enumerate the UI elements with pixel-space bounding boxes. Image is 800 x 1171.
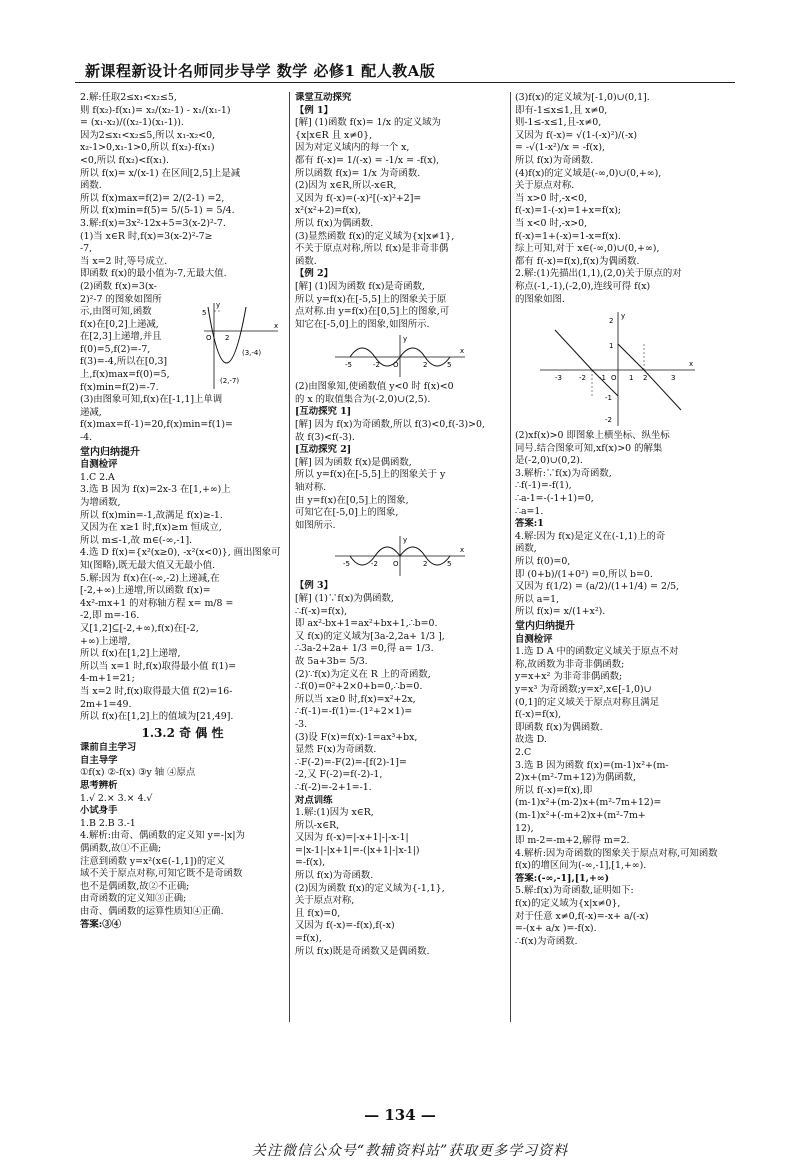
piecewise-graph [515,308,735,428]
graph-label: 5 [447,361,452,370]
text-line: 5.解:因为 f(x)在(-∞,-2)上递减,在 [80,572,220,584]
solution-block [80,742,285,931]
text-line: 都有 f(-x)=f(x),f(x)为偶函数. [515,255,640,267]
text-line: (3)由图象可知,f(x)在[-1,1]上单调 [80,394,223,406]
text-line: 注意到函数 y=x²(x∈(-1,1])的定义 [80,855,226,867]
text-line: [解] (1)函数 f(x)= 1/x 的定义域为 [295,117,441,129]
text-line: 4.解:因为 f(x)是定义在(-1,1)上的奇 [515,530,666,542]
text-line: 所以 a=1, [515,593,560,605]
column-divider [289,92,290,1022]
text-line: 不关于原点对称,所以 f(x)是非奇非偶 [295,243,449,255]
text-line: 也不是偶函数,故②不正确; [80,880,190,892]
text-line: = -√(1-x²)/x = -f(x), [515,142,605,154]
text-line: 答案:(-∞,-1],[1,+∞) [515,872,610,884]
footer-note: 关注微信公众号“教辅资料站”获取更多学习资料 [251,1143,569,1159]
text-line: 4x²-mx+1 的对称轴方程 x= m/8 = [80,597,234,609]
text-line: 知它在[-5,0]上的图象,如图所示. [295,318,430,330]
text-line: 所以 f(x)min=f(5)= 5/(5-1) = 5/4. [80,205,235,217]
text-line: x²(x²+2)=f(x), [295,205,362,217]
text-line: 4.解析:因为奇函数的图象关于原点对称,可知函数 [515,847,718,859]
text-line: ∴a=1. [515,505,544,517]
text-line: [-2,+∞)上递增,所以函数 f(x)= [80,585,211,597]
solution-block [515,646,735,948]
section-title: 堂内归纳提升 [515,621,575,632]
text-line: 的 x 的取值集合为(-2,0)∪(2,5). [295,393,431,405]
text-line: -2,即 m=-16. [80,610,140,622]
text-line: 4-m+1=21; [80,673,135,685]
text-line: 对点训练 [295,794,333,806]
text-line: 是(-2,0)∪(0,2). [515,455,583,467]
text-line: 【例 3】 [295,580,333,592]
text-line: 又因为 f(-x)=|-x+1|-|-x-1| [295,832,409,844]
text-line: 所以 f(x)为奇函数. [295,870,374,882]
text-line: y=x+x² 为非奇非偶函数; [515,671,623,683]
text-line: 示,由图可知,函数 [80,306,152,318]
text-line: 1.选 D A 中的函数定义域关于原点不对 [515,646,679,658]
text-line: 又因为 f(1/2) = (a/2)/(1+1/4) = 2/5, [515,581,680,593]
parabola-graph [202,301,282,391]
graph-label: x [689,360,694,369]
text-line: ∴f(-2)=-2+1=-1. [295,781,372,793]
text-line: 5.解:f(x)为奇函数,证明如下: [515,885,634,897]
graph-label: -2 [579,374,586,383]
text-line: 可知它在[-5,0]上的图象, [295,507,399,519]
solution-block [80,472,285,724]
text-line: 所以 m≤-1,故 m∈(-∞,-1]. [80,534,193,546]
text-line: 所以 f(x)在[1,2]上递增, [80,648,181,660]
text-line: f(3)=-4,所以在[0,3] [80,356,168,368]
graph-label: y [216,301,221,309]
sub-title: 自测检评 [80,459,118,471]
text-line: (2)函数 f(x)=3(x- [80,280,157,292]
text-line: 轴对称. [295,482,327,494]
text-line: 所以 f(-x)=f(x),即 [515,784,593,796]
text-line: [互动探究 1] [295,406,352,418]
graph-label: x [460,546,465,555]
text-line: 函数. [295,255,317,267]
graph-label: O [206,334,212,342]
page-number: — 134 — [364,1106,436,1124]
text-line: 当 x<0 时,-x>0, [515,217,588,229]
text-line: ∴f(-x)=f(x), [295,605,348,617]
text-line: 3.解:f(x)=3x²-12x+5=3(x-2)²-7. [80,217,226,229]
text-line: ∴a-1=-(-1+1)=0, [515,493,594,505]
page-header: 新课程新设计名师同步导学 数学 必修1 配人教A版 [85,62,436,80]
text-line: 所以当 x=1 时,f(x)取得最小值 f(1)= [80,660,237,672]
text-line: 当 x>0 时,-x<0, [515,192,588,204]
text-line: 都有 f(-x)= 1/(-x) = -1/x = -f(x), [295,154,440,166]
text-line: 同号.结合图象可知,xf(x)>0 的解集 [515,442,663,454]
text-line: 故 5a+3b= 5/3. [295,655,368,667]
text-line: 因为对定义域内的每一个 x, [295,142,410,154]
text-line: -3. [295,718,308,730]
text-line: 4.解析:由奇、偶函数的定义知 y=-|x|为 [80,830,245,842]
text-line: 当 x=2 时,f(x)取得最大值 f(2)=16- [80,685,233,697]
text-line: 2.解:(1)先描出(1,1),(2,0)关于原点的对 [515,268,682,280]
text-line: 域不关于原点对称,可知它既不是奇函数 [80,868,243,880]
text-line: 又 f(x)的定义域为[3a-2,2a+ 1/3 ], [295,630,445,642]
text-line: 即函数 f(x)为偶函数. [515,721,603,733]
solution-block [515,92,735,306]
text-line: =-f(x), [295,857,326,869]
text-line: 所以 f(x)为奇函数. [515,154,594,166]
text-line: 4.选 D f(x)={x²(x≥0), -x²(x<0)}, 画出图象可 [80,547,281,559]
text-line: 所以函数 f(x)= 1/x 为奇函数. [295,167,421,179]
text-line: -7, [80,243,93,255]
text-line: 答案:③④ [80,918,121,930]
text-line: 3.选 B 因为函数 f(x)=(m-1)x²+(m- [515,759,669,771]
text-line: 所以 f(x)= x/(x-1) 在区间[2,5]上是减 [80,167,241,179]
graph-label: 5 [202,309,207,317]
text-line: 思考辨析 [80,780,118,792]
text-line: 函数. [80,180,102,192]
text-line: 在[2,3]上递增,并且 [80,331,162,343]
text-line: 又因为 f(-x)=(-x)²[(-x)²+2]= [295,192,422,204]
text-line: 所以 y=f(x)在[-5,5]上的图象关于原 [295,293,447,305]
graph-label: 2 [423,560,428,569]
solution-block [515,430,735,619]
graph-label: 2 [225,334,230,342]
graph-label: 2 [423,361,428,370]
text-line: 因为2≤x₁<x₂≤5,所以 x₁-x₂<0, [80,129,216,141]
graph-label: O [393,361,399,370]
text-line: 偶函数,故①不正确; [80,843,162,855]
text-line: [互动探究 2] [295,444,352,456]
text-line: 上,f(x)max=f(0)=5, [80,369,170,381]
column-2 [295,92,507,958]
text-line: ∴F(-2)=-F(2)=-[f(2)-1]= [295,756,407,768]
graph-label: y [621,312,626,321]
text-line: 所以当 x≥0 时,f(x)=x²+2x, [295,693,416,705]
text-line: 课前自主学习 [80,742,137,754]
graph-label: y [403,335,408,344]
text-line: f(-x)=1+(-x)=1-x=f(x). [515,230,621,242]
graph-label: 2 [609,317,614,326]
text-line: ∴f(-1)=-f(1), [515,480,572,492]
graph-label: x [274,322,279,330]
text-line: f(x)max=f(-1)=20,f(x)min=f(1)= [80,419,233,431]
sub-title: 自测检评 [515,633,553,645]
text-line: x₂-1>0,x₁-1>0,所以 f(x₂)-f(x₁) [80,142,215,154]
odd-function-graph [295,333,507,379]
text-line: 故 f(3)<f(-3). [295,431,355,443]
text-line: 3.解析:∵f(x)为奇函数, [515,467,612,479]
text-line: y=x³ 为奇函数;y=x²,x∈[-1,0)∪ [515,683,652,695]
text-line: +∞)上递增, [80,635,131,647]
text-line: 则 f(x₂)-f(x₁)= x₂/(x₂-1) - x₁/(x₁-1) [80,104,231,116]
text-line: 且 f(x)=0, [295,907,341,919]
graph-label: (3,-4) [242,349,262,357]
text-line: [解] (1)因为函数 f(x)是奇函数, [295,280,425,292]
text-line: 所以-x∈R, [295,819,340,831]
text-line: ∴f(-1)=-f(1)=-(1²+2×1)= [295,706,413,718]
text-line: 关于原点对称. [515,180,575,192]
text-line: ∴f(x)为奇函数. [515,935,578,947]
graph-label: (2,-7) [220,377,240,385]
text-line: 【例 1】 [295,104,333,116]
solution-block [80,92,285,445]
graph-label: -2 [371,560,378,569]
text-line: 自主导学 [80,754,118,766]
text-line: = (x₁-x₂)/((x₂-1)(x₁-1)). [80,117,184,129]
text-line: 1.C 2.A [80,471,115,483]
text-line: 递减, [80,406,102,418]
text-line: 即有-1≤x≤1,且 x≠0, [515,104,608,116]
text-line: 所以 f(x)max=f(2)= 2/(2-1) =2, [80,192,225,204]
text-line: f(x)在[0,2]上递减, [80,318,159,330]
graph-label: O [611,374,617,383]
text-line: 所以 y=f(x)在[-5,5]上的图象关于 y [295,469,446,481]
text-line: 2m+1=49. [80,698,132,710]
text-line: (3)显然函数 f(x)的定义域为{x|x≠1}, [295,230,455,242]
text-line: 答案:1 [515,518,544,530]
text-line: (1)当 x∈R 时,f(x)=3(x-2)²-7≥ [80,230,213,242]
graph-label: y [403,536,408,545]
text-line: 又因为在 x≥1 时,f(x)≥m 恒成立, [80,522,222,534]
graph-label: -2 [605,416,612,425]
text-line: 又[1,2]⊆[-2,+∞),f(x)在[-2, [80,622,199,634]
text-line: 则-1≤-x≤1,且-x≠0, [515,117,602,129]
graph-label: -2 [373,361,380,370]
text-line: 关于原点对称, [295,895,355,907]
text-line: (3)f(x)的定义域为[-1,0)∪(0,1]. [515,92,650,103]
graph-label: 1 [609,342,614,351]
text-line: 所以 f(x)= x/(1+x²). [515,606,606,618]
column-3 [515,92,735,948]
text-line: 为增函数, [80,497,121,508]
graph-label: 5 [447,560,452,569]
text-line: 称点(-1,-1),(-2,0),连线可得 f(x) [515,280,651,292]
graph-label: 2 [643,374,648,383]
graph-label: -1 [599,374,606,383]
text-line: f(0)=5,f(2)=-7, [80,343,151,355]
solution-block [295,580,507,958]
text-line: 的图象如图. [515,293,565,305]
text-line: 【例 2】 [295,268,333,280]
text-line: f(-x)=f(x), [515,709,562,721]
text-line: =|x-1|-|x+1|=-(|x+1|-|x-1|) [295,844,420,856]
text-line: (2)因为 x∈R,所以-x∈R, [295,180,397,192]
text-line: 即 m-2=-m+2,解得 m=2. [515,835,630,847]
text-line: 2)²-7 的图象如图所 [80,293,162,305]
text-line: 所以 f(x)在[1,2]上的值域为[21,49]. [80,711,234,723]
text-line: (4)f(x)的定义域是(-∞,0)∪(0,+∞), [515,167,662,179]
text-line: 2.C [515,746,532,758]
text-line: 所以 f(x)既是奇函数又是偶函数. [295,945,430,957]
text-line: (2)xf(x)>0 即图象上横坐标、纵坐标 [515,430,670,442]
graph-label: O [393,560,399,569]
text-line: f(x)的增区间为(-∞,-1],[1,+∞). [515,860,647,872]
text-line: -2,又 F(-2)=f(-2)-1, [295,769,383,781]
text-line: ①f(x) ②-f(x) ③y 轴 ④原点 [80,767,196,779]
text-line: 1.B 2.B 3.-1 [80,817,136,829]
text-line: (m-1)x²+(-m+2)x+(m²-7m+ [515,809,646,821]
text-line: 由奇函数的定义知③正确; [80,893,187,905]
text-line: (3)设 F(x)=f(x)-1=ax³+bx, [295,731,418,743]
text-line: 即 ax²-bx+1=ax²+bx+1,∴b=0. [295,618,438,630]
text-line: 3.选 B 因为 f(x)=2x-3 在[1,+∞)上 [80,484,231,496]
text-line: 对于任意 x≠0,f(-x)=-x+ a/(-x) [515,910,649,922]
text-line: 又因为 f(-x)= √(1-(-x)²)/(-x) [515,129,638,141]
text-line: 课堂互动探究 [295,92,352,103]
text-line: 1.√ 2.× 3.× 4.√ [80,792,153,804]
text-line: 显然 F(x)为奇函数. [295,744,377,756]
text-line: [解] 因为 f(x)为奇函数,所以 f(3)<0,f(-3)>0, [295,419,485,431]
section-title: 堂内归纳提升 [80,446,140,458]
text-line: =f(x), [295,933,322,945]
text-line: 当 x=2 时,等号成立. [80,255,168,267]
text-line: 由奇、偶函数的运算性质知④正确. [80,906,224,917]
text-line: 12), [515,822,534,834]
text-line: f(x)min=f(2)=-7. [80,381,159,393]
text-line: -4. [80,432,93,444]
graph-label: 3 [671,374,676,383]
text-line: 小试身手 [80,805,118,817]
graph-label: -1 [605,394,612,403]
text-line: <0,所以 f(x₂)<f(x₁). [80,154,170,166]
graph-label: -3 [555,374,562,383]
text-line: (m-1)x²+(m-2)x+(m²-7m+12)= [515,797,662,809]
text-line: 2)x+(m²-7m+12)为偶函数, [515,772,637,784]
text-line: 如图所示. [295,519,336,531]
column-1 [80,92,285,931]
text-line: [解] 因为函数 f(x)是偶函数, [295,456,412,468]
text-line: 知(图略),既无最大值又无最小值. [80,559,216,571]
graph-label: -5 [343,560,350,569]
text-line: {x|x∈R 且 x≠0}, [295,129,373,141]
text-line: (2)∵f(x)为定义在 R 上的奇函数, [295,668,431,680]
text-line: 即 (0+b)/(1+0²) =0,所以 b=0. [515,568,653,580]
column-divider [510,92,511,1022]
header-rule [75,82,735,83]
solution-block [295,381,507,532]
text-line: (2)由图象知,使函数值 y<0 时 f(x)<0 [295,381,454,393]
lesson-title: 1.3.2 奇 偶 性 [141,725,224,740]
text-line: (0,1]的定义域关于原点对称且满足 [515,696,660,708]
text-line: 函数, [515,543,537,555]
solution-block [295,92,507,331]
text-line: =-(x+ a/x )=-f(x). [515,923,597,935]
even-function-graph [295,534,507,578]
graph-label: 1 [629,374,634,383]
text-line: 称,故函数为非奇非偶函数; [515,658,625,670]
text-line: f(-x)=1-(-x)=1+x=f(x); [515,205,622,217]
text-line: 即函数 f(x)的最小值为-7,无最大值. [80,268,227,280]
text-line: 又因为 f(-x)=-f(x),f(-x) [295,920,395,932]
text-line: [解] (1)∵f(x)为偶函数, [295,593,394,604]
text-line: 综上可知,对于 x∈(-∞,0)∪(0,+∞), [515,243,660,255]
graph-label: x [460,347,465,356]
text-line: f(x)的定义域为{x|x≠0}, [515,898,621,910]
text-line: 点对称.由 y=f(x)在[0,5]上的图象,可 [295,306,450,318]
text-line: 所以 f(x)min=-1,故满足 f(x)≥-1. [80,509,223,521]
text-line: 2.解:任取2≤x₁<x₂≤5, [80,92,177,103]
text-line: 所以 f(x)为偶函数. [295,217,374,229]
text-line: ∴3a-2+2a+ 1/3 =0,得 a= 1/3. [295,643,434,655]
text-line: 由 y=f(x)在[0,5]上的图象, [295,494,409,506]
text-line: 所以 f(0)=0, [515,556,571,568]
text-line: (2)因为函数 f(x)的定义域为{-1,1}, [295,882,445,894]
graph-label: -5 [345,361,352,370]
text-line: 故选 D. [515,734,547,746]
text-line: ∴f(0)=0²+2×0+b=0,∴b=0. [295,681,423,693]
text-line: 1.解:(1)因为 x∈R, [295,807,374,819]
